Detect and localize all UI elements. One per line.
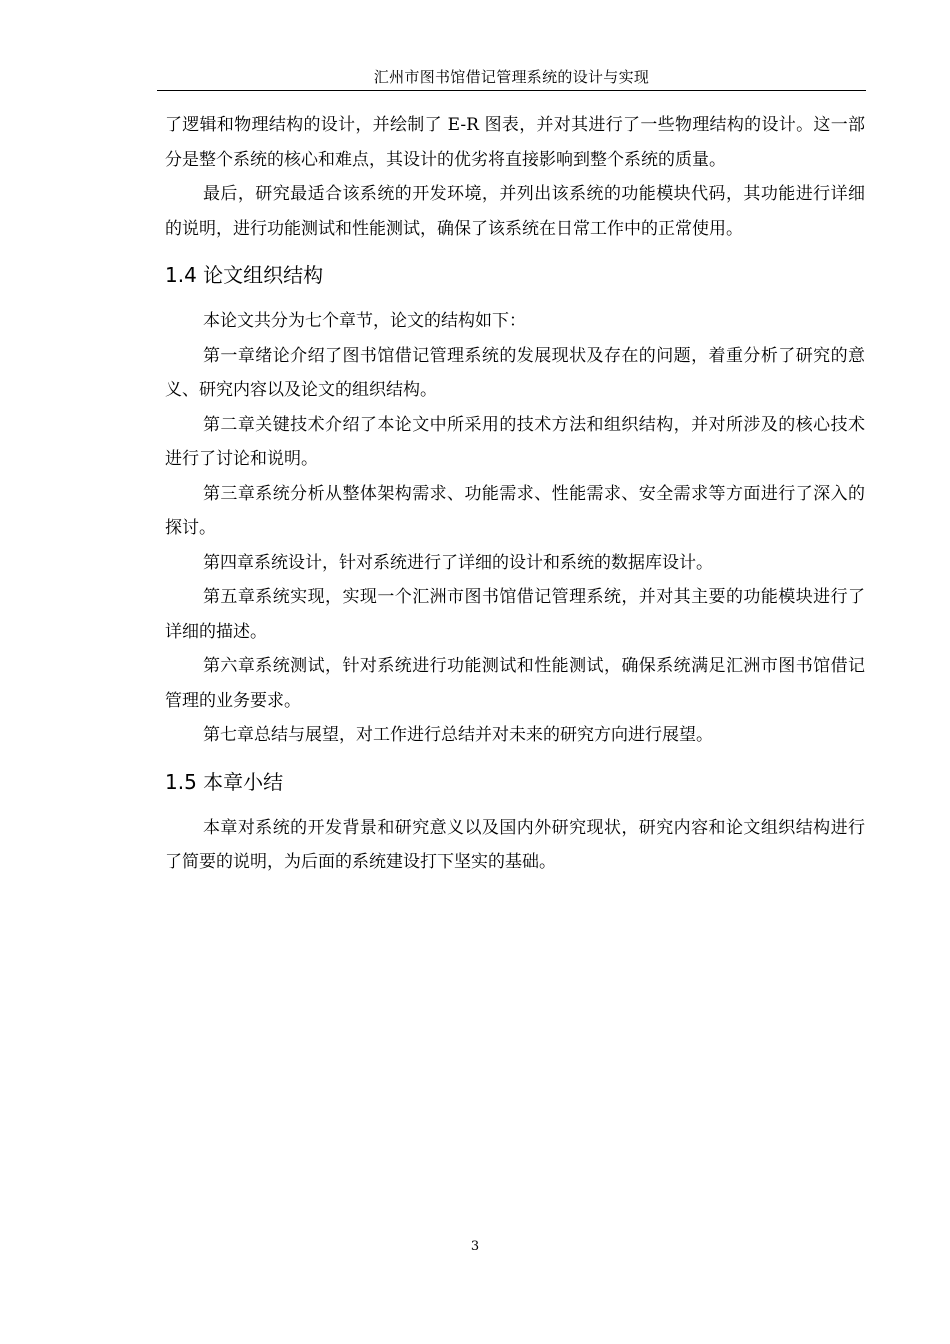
section-heading-1-5: 1.5 本章小结 xyxy=(165,769,284,794)
body-paragraph: 最后，研究最适合该系统的开发环境，并列出该系统的功能模块代码，其功能进行详细的说明，进行功能测试和性能测试，确保了该系统在日常工作中的正常使用。 xyxy=(165,184,865,239)
page-number: 3 xyxy=(470,1239,480,1254)
chapter-summary-5: 第五章系统实现，实现一个汇洲市图书馆借记管理系统，并对其主要的功能模块进行了详细的描述。 xyxy=(165,587,865,642)
page-body xyxy=(165,108,865,880)
header-divider xyxy=(157,90,866,91)
running-header-title: 汇州市图书馆借记管理系统的设计与实现 xyxy=(373,68,650,86)
chapter-summary-4: 第四章系统设计，针对系统进行了详细的设计和系统的数据库设计。 xyxy=(203,552,713,573)
chapter-summary-6: 第六章系统测试，针对系统进行功能测试和性能测试，确保系统满足汇洲市图书馆借记管理的业务要求。 xyxy=(165,656,865,711)
body-paragraph-continued: 了逻辑和物理结构的设计，并绘制了 E-R 图表，并对其进行了一些物理结构的设计。这一部分是整个系统的核心和难点，其设计的优劣将直接影响到整个系统的质量。 xyxy=(165,115,865,170)
chapter-summary-2: 第二章关键技术介绍了本论文中所采用的技术方法和组织结构，并对所涉及的核心技术进行了讨论和说明。 xyxy=(165,414,865,469)
chapter-summary-7: 第七章总结与展望，对工作进行总结并对未来的研究方向进行展望。 xyxy=(203,725,713,745)
chapter-summary-1: 第一章绪论介绍了图书馆借记管理系统的发展现状及存在的问题，着重分析了研究的意义、研究内容以及论文的组织结构。 xyxy=(165,345,865,400)
body-paragraph: 本论文共分为七个章节，论文的结构如下： xyxy=(203,311,526,331)
body-paragraph: 本章对系统的开发背景和研究意义以及国内外研究现状，研究内容和论文组织结构进行了简要的说明，为后面的系统建设打下坚实的基础。 xyxy=(165,817,865,872)
chapter-summary-3: 第三章系统分析从整体架构需求、功能需求、性能需求、安全需求等方面进行了深入的探讨。 xyxy=(165,483,865,538)
section-heading-1-4: 1.4 论文组织结构 xyxy=(165,263,324,287)
